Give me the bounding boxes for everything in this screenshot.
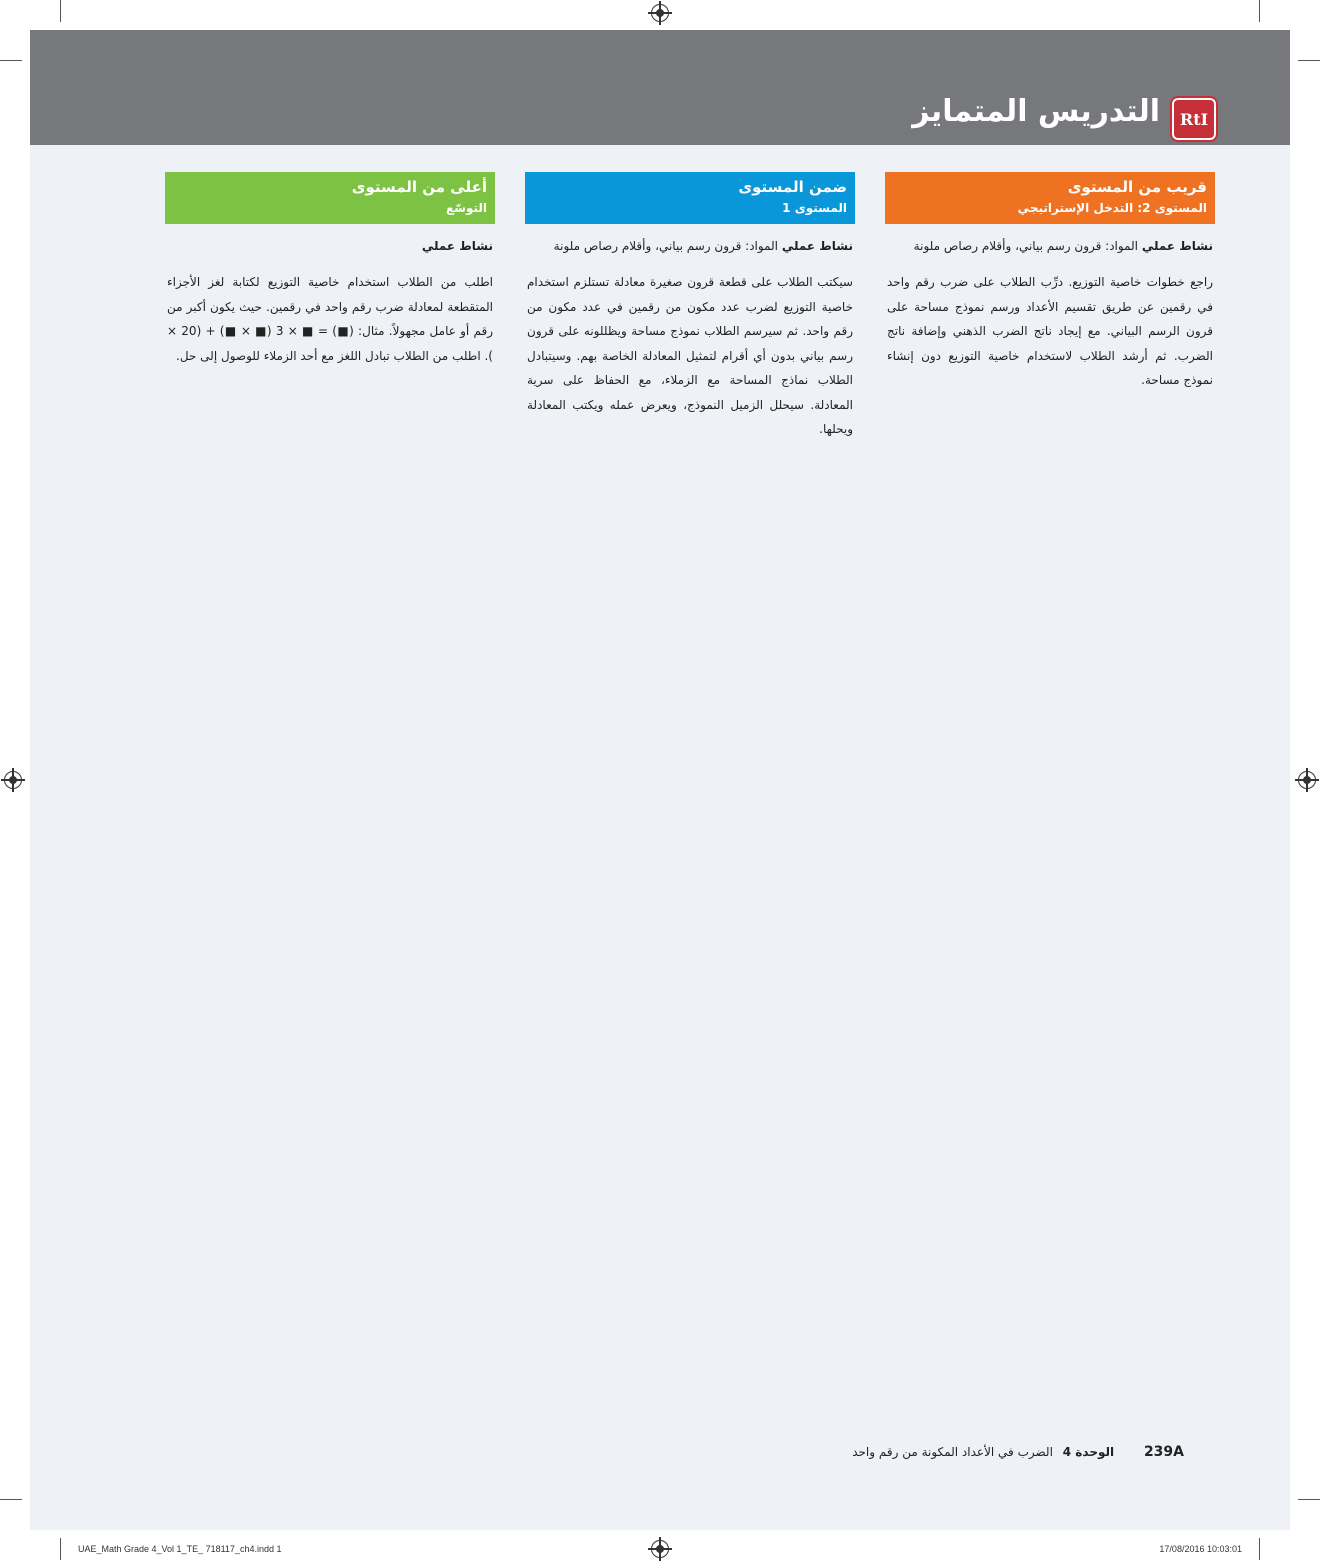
column-body: سيكتب الطلاب على قطعة قرون صغيرة معادلة تستلزم استخدام خاصية التوزيع لضرب عدد مكون من رقمين في عدد مكون من رقم واحد. ثم سيرسم الطلاب نموذج مساحة ويظللونه على قرون رسم بياني بدون أي أقرام لتمثيل المعادلة الخاصة بهم. وسيتبادل الطلاب نماذج المساحة مع الزملاء، مع الحفاظ على سرية المعادلة. سيحلل الزميل النموذج، ويعرض عمله ويكتب المعادلة ويحلها. bbox=[527, 275, 853, 436]
registration-mark-icon bbox=[651, 1540, 669, 1558]
column-subtitle: التوسّع bbox=[445, 201, 487, 215]
column-body: اطلب من الطلاب استخدام خاصية التوزيع لكتابة لغز الأجزاء المتقطعة لمعادلة ضرب رقم واحد في رقمين. حيث يكون أكبر من رقم أو عامل مجهولاً. مثال: (■) = ■ × 3 (■ × ■) + (20 × ). اطلب من الطلاب تبادل اللغز مع أحد الزملاء للوصول إلى حل. bbox=[167, 275, 493, 363]
module-topic: الضرب في الأعداد المكونة من رقم واحد bbox=[852, 1445, 1053, 1459]
column-header bbox=[525, 172, 855, 224]
page-footer bbox=[852, 1444, 1184, 1460]
activity-materials: المواد: قرون رسم بياني، وأقلام رصاص ملونة bbox=[913, 239, 1139, 253]
rti-badge-icon: RtI bbox=[1172, 98, 1216, 140]
registration-mark-icon bbox=[651, 4, 669, 22]
crop-mark bbox=[1298, 60, 1320, 61]
column-subtitle: المستوى 2: التدخل الإستراتيجي bbox=[1017, 201, 1207, 215]
crop-mark bbox=[60, 1538, 61, 1560]
date-slug: 17/08/2016 10:03:01 bbox=[1159, 1544, 1242, 1554]
column-approaching bbox=[885, 172, 1215, 393]
activity-line bbox=[525, 236, 855, 256]
activity-label: نشاط عملي bbox=[421, 239, 493, 253]
activity-label: نشاط عملي bbox=[781, 239, 853, 253]
registration-mark-icon bbox=[4, 771, 22, 789]
crop-mark bbox=[0, 60, 22, 61]
crop-mark bbox=[60, 0, 61, 22]
crop-mark bbox=[1259, 0, 1260, 22]
page bbox=[30, 30, 1290, 1530]
page-number: 239A bbox=[1143, 1444, 1184, 1460]
column-subtitle: المستوى 1 bbox=[782, 201, 847, 215]
column-title: قريب من المستوى bbox=[1067, 178, 1207, 196]
activity-materials: المواد: قرون رسم بياني، وأقلام رصاص ملونة bbox=[553, 239, 779, 253]
crop-mark bbox=[1259, 1538, 1260, 1560]
activity-line bbox=[885, 236, 1215, 256]
column-beyond-level bbox=[165, 172, 495, 368]
column-body: راجع خطوات خاصية التوزيع. درِّب الطلاب على ضرب رقم واحد في رقمين عن طريق تقسيم الأعداد ورسم نموذج مساحة على قرون الرسم البياني. مع إيجاد ناتج الضرب الذهني وإضافة ناتج الضرب. ثم أرشد الطلاب لاستخدام خاصية التوزيع دون إنشاء نموذج مساحة. bbox=[887, 275, 1213, 387]
header-bar bbox=[30, 30, 1290, 145]
module-label: الوحدة 4 bbox=[1062, 1445, 1115, 1459]
column-title: ضمن المستوى bbox=[738, 178, 847, 196]
crop-mark bbox=[0, 1499, 22, 1500]
activity-label: نشاط عملي bbox=[1141, 239, 1213, 253]
column-title: أعلى من المستوى bbox=[351, 178, 487, 196]
file-slug: UAE_Math Grade 4_Vol 1_TE_ 718117_ch4.indd 1 bbox=[78, 1544, 282, 1554]
column-on-level bbox=[525, 172, 855, 442]
column-header bbox=[885, 172, 1215, 224]
page-title: التدريس المتمايز bbox=[912, 94, 1160, 129]
activity-line bbox=[165, 236, 495, 256]
registration-mark-icon bbox=[1298, 771, 1316, 789]
column-header bbox=[165, 172, 495, 224]
crop-mark bbox=[1298, 1499, 1320, 1500]
